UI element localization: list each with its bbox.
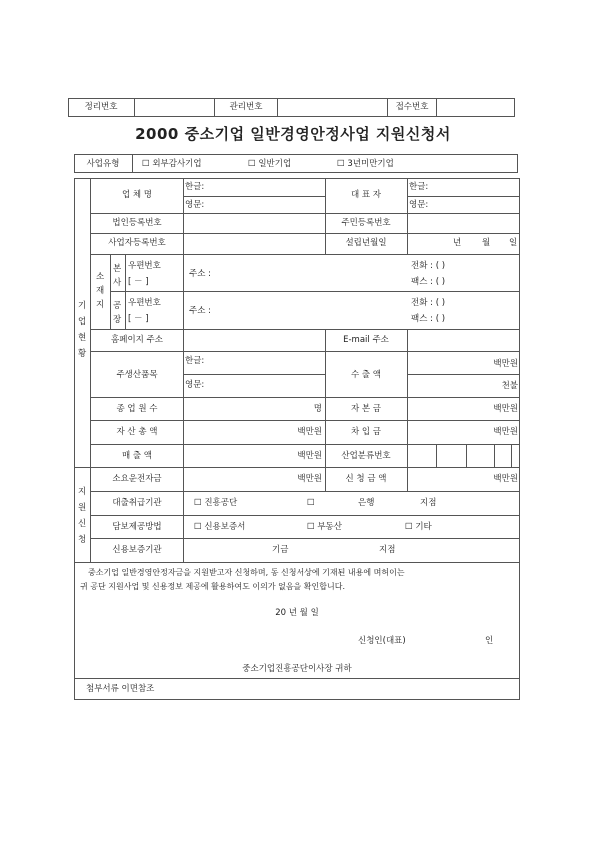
seal-mark: 인: [485, 636, 494, 646]
export-thousand-usd: 천불: [501, 381, 518, 391]
est-day: 일: [509, 238, 518, 248]
collateral-label: 담보제공방법: [112, 522, 162, 532]
est-month: 월: [482, 238, 491, 248]
factory-zip-field[interactable]: [ － ]: [128, 314, 149, 324]
assets-unit: 백만원: [297, 427, 322, 437]
factory-addr[interactable]: 주소 :: [189, 306, 211, 316]
hq-addr[interactable]: 주소 :: [189, 269, 211, 279]
est-year: 년: [453, 238, 462, 248]
factory-fax[interactable]: 팩스 : ( ): [411, 314, 446, 324]
biz-type-external-audit[interactable]: ☐ 외부감사기업: [142, 159, 202, 169]
biz-type-under-3yr[interactable]: ☐ 3년미만기업: [337, 159, 394, 169]
hq-tel[interactable]: 전화 : ( ): [411, 261, 446, 271]
hq-fax[interactable]: 팩스 : ( ): [411, 277, 446, 287]
lender-bank-label: 은행: [358, 498, 375, 508]
recv-no-label: 접수번호: [395, 102, 429, 112]
lender-sbc-checkbox[interactable]: ☐ 진흥공단: [194, 498, 238, 508]
biz-reg-label: 사업자등록번호: [108, 238, 166, 248]
mgmt-no-label: 정리번호: [84, 102, 118, 112]
lender-branch-label: 지점: [420, 498, 437, 508]
main-form: [74, 178, 520, 700]
addressee: 중소기업진흥공단이사장 귀하: [242, 664, 352, 674]
homepage-label: 홈페이지 주소: [111, 335, 163, 345]
factory-zip-label: 우편번호: [128, 298, 161, 308]
corp-reg-label: 법인등록번호: [112, 218, 162, 228]
ceo-eng[interactable]: 영문:: [409, 200, 429, 210]
section2-side-label: 지원신청: [78, 487, 87, 545]
form-title: 2000 중소기업 일반경영안정사업 지원신청서: [135, 125, 451, 143]
products-label: 주생산품목: [116, 370, 158, 380]
declaration-line1: 중소기업 일반경영안정자금을 지원받고자 신청하며, 동 신청서상에 기재된 내용에 며허이는: [88, 568, 405, 577]
resident-reg-label: 주민등록번호: [341, 218, 391, 228]
needed-fund-label: 소요운전자금: [112, 474, 162, 484]
hq-zip-field[interactable]: [ － ]: [128, 277, 149, 287]
capital-unit: 백만원: [493, 404, 518, 414]
sales-unit: 백만원: [297, 451, 322, 461]
company-name-han[interactable]: 한글:: [185, 182, 205, 192]
ctrl-no-label: 관리번호: [229, 102, 263, 112]
assets-label: 자 산 총 액: [116, 427, 158, 437]
guarantor-branch-label: 지점: [379, 545, 396, 555]
collateral-other-checkbox[interactable]: ☐ 기타: [405, 522, 432, 532]
company-name-label: 업 체 명: [121, 190, 153, 200]
employees-unit: 명: [313, 404, 322, 414]
employees-label: 종 업 원 수: [116, 404, 158, 414]
collateral-realestate-checkbox[interactable]: ☐ 부동산: [307, 522, 342, 532]
guarantor-label: 신용보증기관: [112, 545, 162, 555]
top-number-row: [68, 98, 515, 117]
debt-label: 차 입 금: [350, 427, 382, 437]
requested-unit: 백만원: [493, 474, 518, 484]
requested-label: 신 청 금 액: [345, 474, 387, 484]
est-date-label: 설립년월일: [345, 238, 387, 248]
company-name-eng[interactable]: 영문:: [185, 200, 205, 210]
industry-code-label: 산업분류번호: [341, 451, 391, 461]
attachment-note: 첨부서류 이면참조: [86, 684, 155, 694]
ceo-label: 대 표 자: [350, 190, 382, 200]
section1-side-label: 기업현황: [78, 301, 87, 359]
products-eng[interactable]: 영문:: [185, 380, 205, 390]
email-label: E-mail 주소: [343, 335, 389, 345]
products-han[interactable]: 한글:: [185, 356, 205, 366]
guarantor-fund-label: 기금: [272, 545, 289, 555]
hq-label: 본사: [113, 264, 122, 288]
factory-tel[interactable]: 전화 : ( ): [411, 298, 446, 308]
debt-unit: 백만원: [493, 427, 518, 437]
biz-type-label: 사업유형: [86, 159, 120, 169]
biz-type-row: [74, 154, 518, 173]
declaration-date: 20 년 월 일: [275, 608, 319, 618]
declaration-line2: 귀 공단 지원사업 및 신용정보 제공에 활용하여도 이의가 없음을 확인합니다.: [80, 582, 345, 591]
needed-fund-unit: 백만원: [297, 474, 322, 484]
hq-zip-label: 우편번호: [128, 261, 161, 271]
ceo-han[interactable]: 한글:: [409, 182, 429, 192]
export-million-won: 백만원: [493, 359, 518, 369]
applicant-label: 신청인(대표): [358, 636, 406, 646]
biz-type-general[interactable]: ☐ 일반기업: [248, 159, 292, 169]
capital-label: 자 본 금: [350, 404, 382, 414]
factory-label: 공장: [113, 301, 122, 325]
lender-bank-checkbox[interactable]: ☐: [307, 498, 315, 508]
export-label: 수 출 액: [350, 370, 382, 380]
sales-label: 매 출 액: [121, 451, 153, 461]
lender-label: 대출취급기관: [112, 498, 162, 508]
collateral-guarantee-checkbox[interactable]: ☐ 신용보증서: [194, 522, 246, 532]
location-label: 소재지: [96, 272, 105, 310]
